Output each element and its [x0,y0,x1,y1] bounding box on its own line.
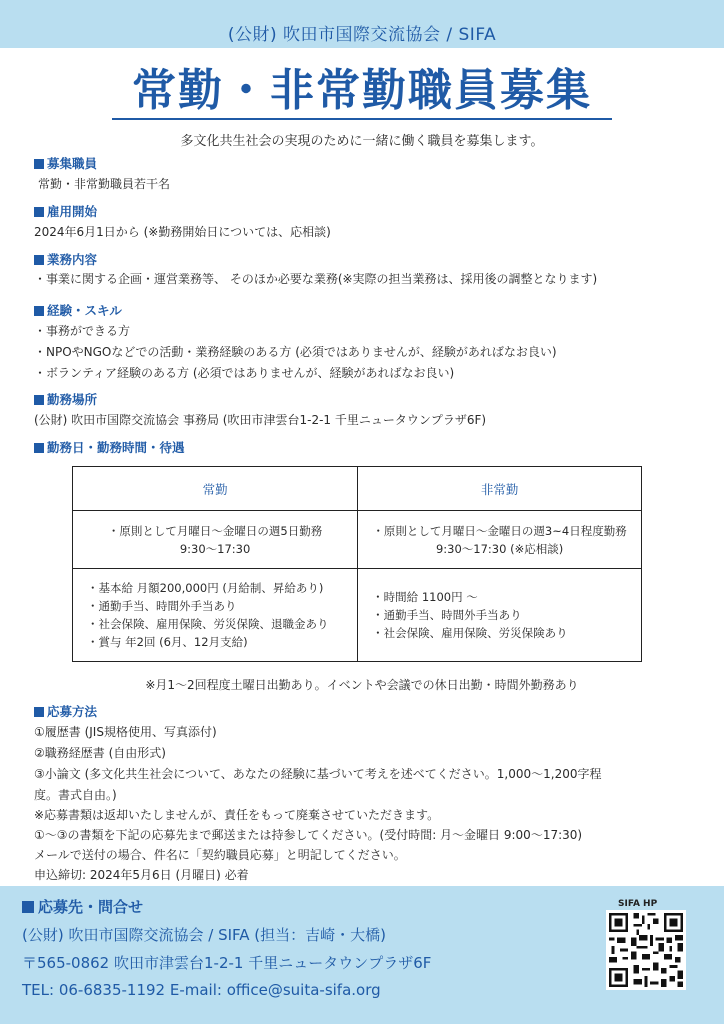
table-header-parttime: 非常勤 [358,467,642,511]
apply-line: メールで送付の場合、件名に「契約職員応募」と明記してください。 [34,848,406,862]
square-bullet-icon [34,207,44,217]
fulltime-hours: ・原則として月曜日～金曜日の週5日勤務 9:30～17:30 [73,511,358,569]
section-heading-apply: 応募方法 [34,702,97,720]
square-bullet-icon [34,159,44,169]
apply-line: ②職務経歴書 (自由形式) [34,746,166,760]
skills-item: ・NPOやNGOなどでの活動・業務経験のある方 (必須ではありませんが、経験があればなお良い) [34,345,557,359]
square-bullet-icon [34,443,44,453]
apply-deadline: 申込締切: 2024年5月6日 (月曜日) 必着 [34,868,249,882]
section-heading-recruit: 募集職員 [34,154,97,172]
section-heading-start: 雇用開始 [34,202,97,220]
contact-org: (公財) 吹田市国際交流協会 / SIFA (担当：吉崎・大橋) [22,926,386,944]
table-header-fulltime: 常勤 [73,467,358,511]
duties-text: ・事業に関する企画・運営業務等、 そのほか必要な業務(※実際の担当業務は、採用後の調整となります) [34,272,598,286]
skills-item: ・事務ができる方 [34,324,131,338]
apply-line: ※応募書類は返却いたしませんが、責任をもって廃棄させていただきます。 [34,808,440,822]
section-heading-conditions: 勤務日・勤務時間・待遇 [34,438,185,456]
weekend-note: ※月1～2回程度土曜日出勤あり。イベントや会議での休日出勤・時間外勤務あり [145,678,579,692]
qr-code-icon[interactable] [606,910,686,990]
fulltime-benefits: ・基本給 月額200,000円 (月給制、昇給あり) ・通勤手当、時間外手当あり ・社会保険、雇用保険、労災保険、退職金あり ・賞与 年2回 (6月、12月支給) [73,569,358,662]
parttime-benefits: ・時間給 1100円 ～ ・通勤手当、時間外手当あり ・社会保険、雇用保険、労災保険あり [358,569,642,662]
parttime-hours: ・原則として月曜日～金曜日の週3~4日程度勤務 9:30～17:30 (※応相談) [358,511,642,569]
contact-heading: 応募先・問合せ [22,896,143,917]
apply-line: ①～③の書類を下記の応募先まで郵送または持参してください。(受付時間: 月～金曜日 9:00～17:30) [34,828,583,842]
section-heading-skills: 経験・スキル [34,301,122,319]
square-bullet-icon [34,707,44,717]
org-name: (公財) 吹田市国際交流協会 / SIFA [227,25,497,45]
page-title: 常勤・非常勤職員募集 [132,65,592,116]
skills-item: ・ボランティア経験のある方 (必須ではありませんが、経験があればなお良い) [34,366,455,380]
square-bullet-icon [34,255,44,265]
section-heading-duties: 業務内容 [34,250,97,268]
apply-line: ③小論文 (多文化共生社会について、あなたの経験に基づいて考えを述べてください。1,000～1,200字程 [34,767,602,781]
title-underline [112,118,612,120]
square-bullet-icon [34,395,44,405]
contact-address: 〒565-0862 吹田市津雲台1-2-1 千里ニュータウンプラザ6F [22,954,432,972]
place-text: (公財) 吹田市国際交流協会 事務局 (吹田市津雲台1-2-1 千里ニュータウンプラザ6F) [34,413,487,427]
recruit-text: 常勤・非常勤職員若干名 [38,177,171,191]
contact-phone-email: TEL: 06-6835-1192 E-mail: office@suita-sifa.org [22,981,381,999]
apply-line: 度。書式自由。) [34,788,117,802]
apply-line: ①履歴書 (JIS規格使用、写真添付) [34,725,217,739]
conditions-table [72,466,642,662]
subtitle: 多文化共生社会の実現のために一緒に働く職員を募集します。 [180,134,544,149]
qr-label: SIFA HP [618,899,658,909]
square-bullet-icon [22,901,34,913]
start-text: 2024年6月1日から (※勤務開始日については、応相談) [34,225,331,239]
section-heading-place: 勤務場所 [34,390,97,408]
square-bullet-icon [34,306,44,316]
